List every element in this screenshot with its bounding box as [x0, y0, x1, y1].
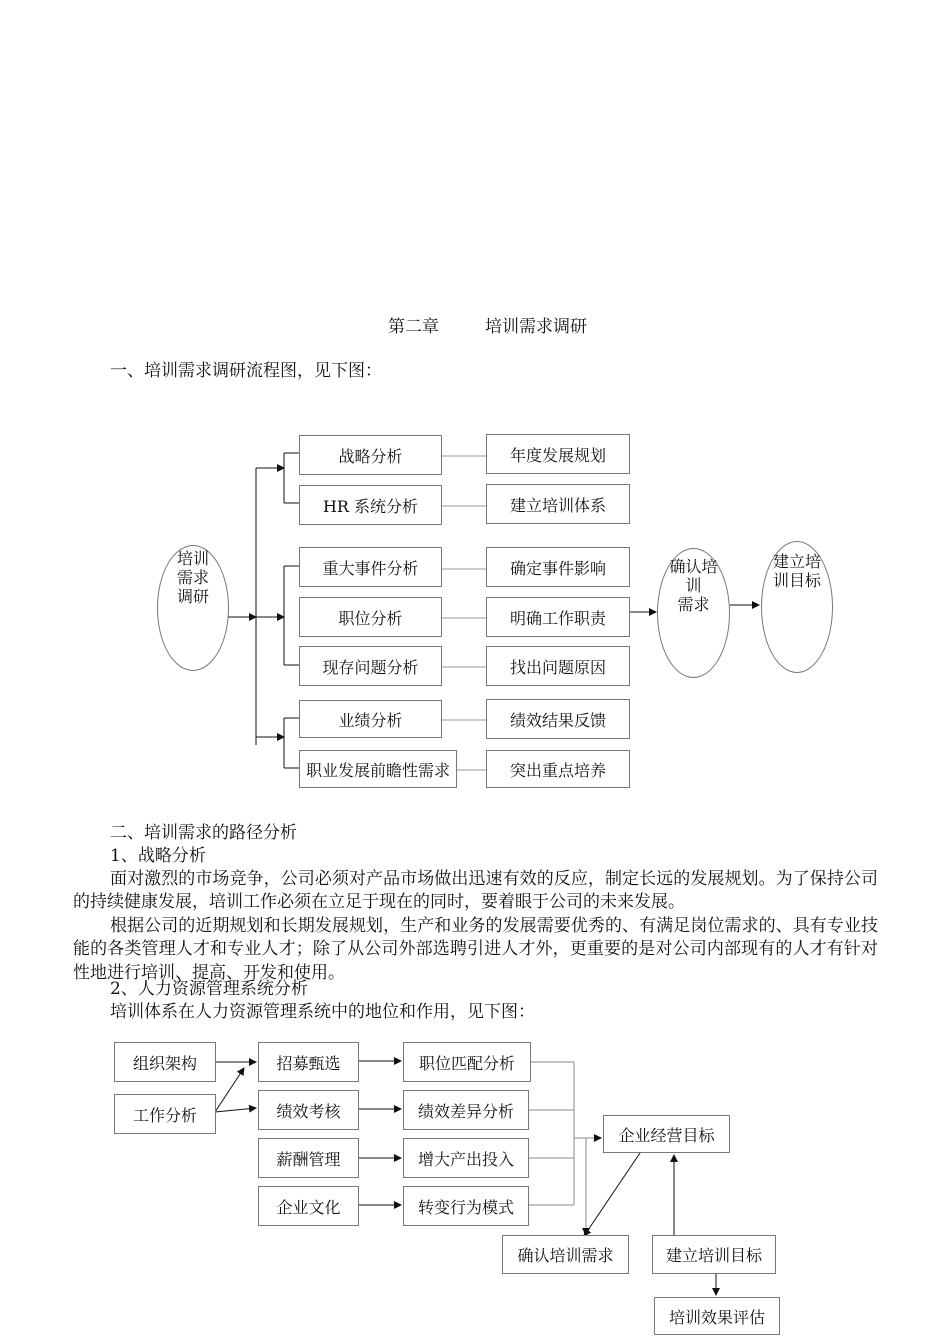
start-node-label: 培训 需求 调研	[176, 549, 209, 606]
box-business-goal: 企业经营目标	[603, 1115, 730, 1153]
result-box-key-training: 突出重点培养	[486, 750, 630, 788]
box-performance-gap: 绩效差异分析	[403, 1090, 529, 1130]
result-box-event-impact: 确定事件影响	[486, 547, 630, 587]
paragraph-strategy-1: 面对激烈的市场竞争，公司必须对产品市场做出迅速有效的反应，制定长远的发展规划。为了保持公司的持续健康发展，培训工作必须在立足于现在的同时，要着眼于公司的未来发展。	[73, 869, 878, 913]
result-box-job-duties: 明确工作职责	[486, 597, 630, 637]
result-box-problem-causes: 找出问题原因	[486, 646, 630, 686]
paragraph-hr-intro: 培训体系在人力资源管理系统中的地位和作用，见下图：	[110, 1002, 535, 1022]
box-org-structure: 组织架构	[114, 1042, 216, 1082]
box-compensation: 薪酬管理	[258, 1138, 359, 1178]
analysis-box-position: 职位分析	[299, 597, 442, 637]
result-box-performance-feedback: 绩效结果反馈	[486, 699, 630, 739]
analysis-box-major-events: 重大事件分析	[299, 547, 442, 587]
chapter-title: 培训需求调研	[485, 317, 587, 337]
section2-heading: 二、培训需求的路径分析	[110, 823, 297, 843]
analysis-box-strategy: 战略分析	[299, 435, 442, 475]
box-training-evaluation: 培训效果评估	[654, 1297, 780, 1335]
confirm-need-label: 确认培 训 需求	[669, 557, 718, 614]
box-position-matching: 职位匹配分析	[403, 1042, 531, 1082]
box-confirm-training-need: 确认培训需求	[502, 1235, 629, 1274]
paragraph-strategy-2: 根据公司的近期规划和长期发展规划，生产和业务的发展需要优秀的、有满足岗位需求的、具有专业技能的各类管理人才和专业人才；除了从公司外部选聘引进人才外，更重要的是对公司内部现有的人才有针对性地进行培训、提高、开发和使用。	[73, 916, 878, 983]
result-box-training-system: 建立培训体系	[486, 484, 630, 524]
analysis-box-current-problems: 现存问题分析	[299, 646, 442, 686]
result-box-annual-plan: 年度发展规划	[486, 434, 630, 474]
box-training-goal: 建立培训目标	[652, 1235, 776, 1274]
subheading-strategy: 1、战略分析	[110, 846, 206, 866]
chapter-number: 第二章	[388, 317, 439, 337]
box-change-behavior: 转变行为模式	[403, 1186, 529, 1226]
box-recruitment: 招募甄选	[258, 1042, 359, 1082]
box-performance-appraisal: 绩效考核	[258, 1090, 359, 1130]
analysis-box-performance: 业绩分析	[299, 700, 442, 738]
analysis-box-career-development: 职业发展前瞻性需求	[299, 750, 457, 788]
box-corporate-culture: 企业文化	[258, 1186, 359, 1226]
box-job-analysis: 工作分析	[114, 1094, 216, 1134]
subheading-hr-system: 2、人力资源管理系统分析	[110, 979, 308, 999]
analysis-box-hr-system: HR 系统分析	[299, 485, 442, 525]
section1-heading: 一、培训需求调研流程图，见下图：	[110, 361, 382, 381]
training-goal-label: 建立培 训目标	[772, 552, 821, 590]
box-increase-output: 增大产出投入	[403, 1138, 529, 1178]
